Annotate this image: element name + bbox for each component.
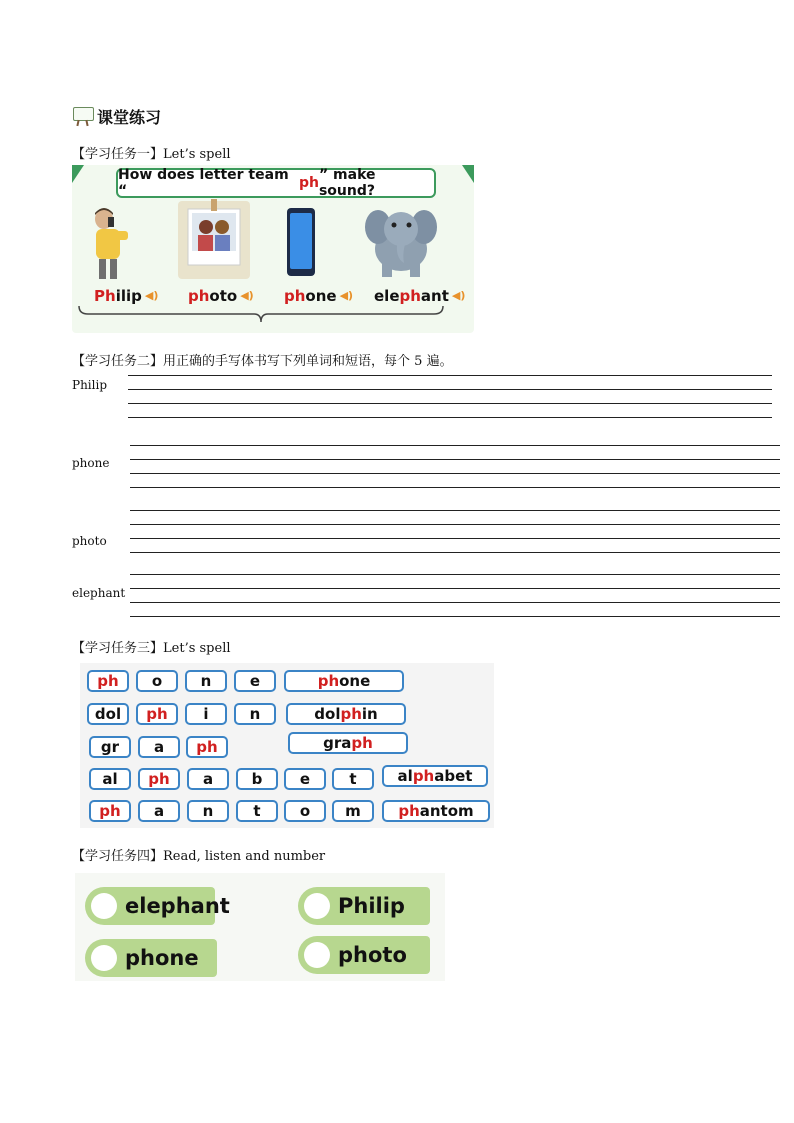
speaker-icon[interactable]: ◀) <box>451 289 466 302</box>
word-tile: dol ph in <box>286 703 406 725</box>
section-title <box>72 104 161 128</box>
letter-tile: n <box>187 800 229 822</box>
letter-tile: t <box>332 768 374 790</box>
corner-decoration <box>462 165 474 183</box>
letter-tile: a <box>138 800 180 822</box>
number-circle[interactable] <box>304 893 330 919</box>
writing-line[interactable] <box>130 487 780 488</box>
boy-on-phone-picture <box>86 205 136 281</box>
photo-picture <box>178 199 250 281</box>
writing-line[interactable] <box>128 389 772 390</box>
question-ph: ph <box>298 175 319 191</box>
letter-tile: e <box>284 768 326 790</box>
writing-line[interactable] <box>130 510 780 511</box>
letter-tile: ph <box>136 703 178 725</box>
word-philip: Ph ilip ◀) <box>94 287 159 305</box>
curly-brace <box>78 305 444 323</box>
speaker-icon[interactable]: ◀) <box>144 289 159 302</box>
letter-tile: ph <box>186 736 228 758</box>
letter-tile: gr <box>89 736 131 758</box>
writing-line[interactable] <box>130 445 780 446</box>
writing-label: phone <box>72 456 110 470</box>
word-tile: ph one <box>284 670 404 692</box>
task1-heading-en: Let’s spell <box>163 147 231 162</box>
word-pill-phone[interactable]: phone <box>85 939 217 977</box>
blackboard-icon <box>72 106 94 126</box>
number-circle[interactable] <box>91 945 117 971</box>
writing-label: elephant <box>72 586 126 600</box>
word-tile: gra ph <box>288 732 408 754</box>
number-circle[interactable] <box>91 893 117 919</box>
letter-tile: dol <box>87 703 129 725</box>
writing-line[interactable] <box>130 538 780 539</box>
letter-tile: ph <box>89 800 131 822</box>
word-elephant: ele ph ant ◀) <box>374 287 466 305</box>
task4-panel <box>75 873 445 981</box>
task3-heading: 【学习任务三】Let’s spell <box>72 641 231 656</box>
letter-tile: ph <box>87 670 129 692</box>
task3-panel <box>80 663 494 828</box>
letter-tile: m <box>332 800 374 822</box>
task1-panel <box>72 165 474 333</box>
writing-line[interactable] <box>130 473 780 474</box>
writing-label: Philip <box>72 378 107 392</box>
speaker-icon[interactable]: ◀) <box>240 289 254 302</box>
speaker-icon[interactable]: ◀) <box>339 289 354 302</box>
question-box <box>116 168 436 198</box>
letter-tile: t <box>236 800 278 822</box>
writing-line[interactable] <box>128 375 772 376</box>
task1-heading-cn: 【学习任务一】 <box>72 147 164 162</box>
task2-heading: 【学习任务二】用正确的手写体书写下列单词和短语，每个 5 遍。 <box>72 354 453 369</box>
writing-label: photo <box>72 534 107 548</box>
question-text-post: ” make sound? <box>318 167 376 199</box>
writing-line[interactable] <box>130 524 780 525</box>
section-title-text: 课堂练习 <box>97 107 162 127</box>
writing-line[interactable] <box>128 417 772 418</box>
word-tile: ph antom <box>382 800 490 822</box>
letter-tile: o <box>284 800 326 822</box>
task1-heading <box>72 143 231 162</box>
letter-tile: e <box>234 670 276 692</box>
smartphone-picture <box>286 207 316 277</box>
letter-tile: al <box>89 768 131 790</box>
letter-tile: b <box>236 768 278 790</box>
writing-line[interactable] <box>130 574 780 575</box>
writing-line[interactable] <box>128 403 772 404</box>
question-text-pre: How does letter team “ <box>118 167 289 199</box>
word-pill-elephant[interactable]: elephant <box>85 887 215 925</box>
letter-tile: ph <box>138 768 180 790</box>
letter-tile: i <box>185 703 227 725</box>
letter-tile: a <box>138 736 180 758</box>
letter-tile: a <box>187 768 229 790</box>
word-photo: ph oto ◀) <box>188 287 254 305</box>
word-pill-philip[interactable]: Philip <box>298 887 430 925</box>
writing-line[interactable] <box>130 459 780 460</box>
writing-line[interactable] <box>130 602 780 603</box>
word-tile: al ph abet <box>382 765 488 787</box>
letter-tile: n <box>234 703 276 725</box>
word-phone: ph one ◀) <box>284 287 354 305</box>
task4-heading: 【学习任务四】Read, listen and number <box>72 849 326 864</box>
number-circle[interactable] <box>304 942 330 968</box>
writing-line[interactable] <box>130 588 780 589</box>
elephant-picture <box>364 203 438 279</box>
writing-line[interactable] <box>130 552 780 553</box>
letter-tile: o <box>136 670 178 692</box>
corner-decoration <box>72 165 84 183</box>
letter-tile: n <box>185 670 227 692</box>
word-pill-photo[interactable]: photo <box>298 936 430 974</box>
writing-line[interactable] <box>130 616 780 617</box>
